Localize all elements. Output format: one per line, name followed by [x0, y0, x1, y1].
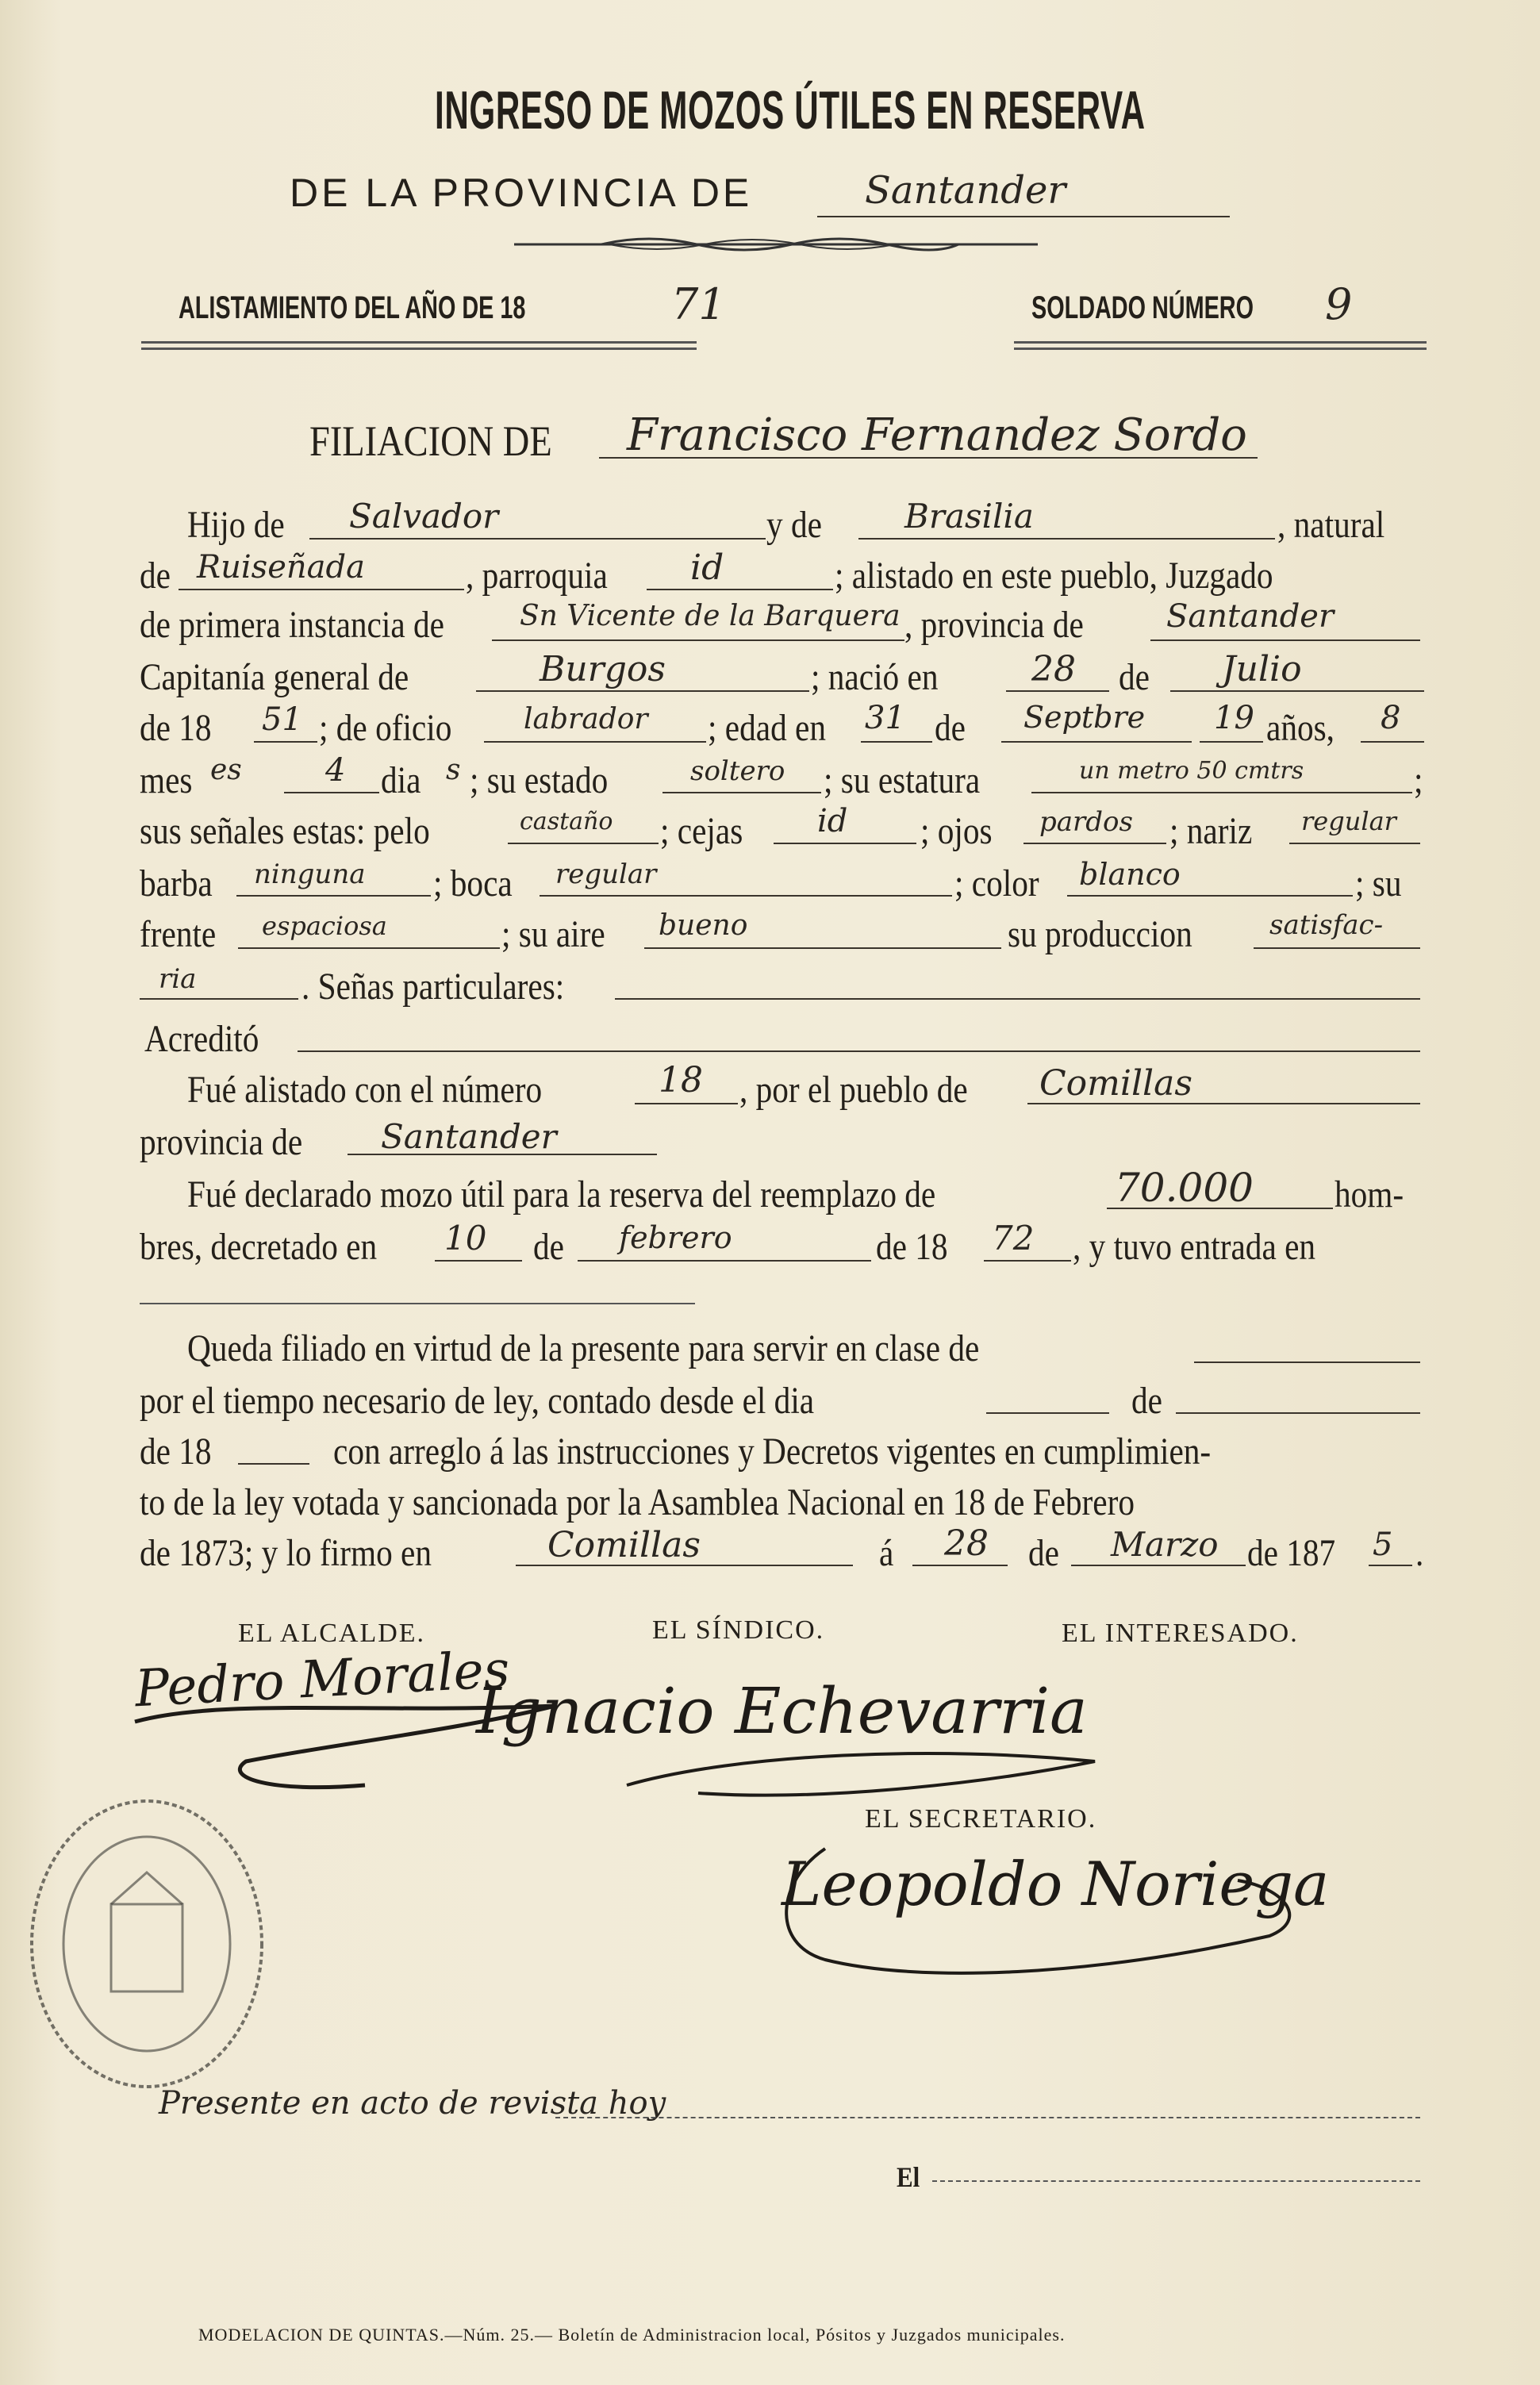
clase-line — [1194, 1361, 1420, 1363]
sindico-signature: Ignacio Echevarria — [476, 1674, 1088, 1748]
filiacion-value: Francisco Fernandez Sordo — [627, 409, 1247, 461]
color-value: blanco — [1079, 857, 1181, 892]
senas-line — [615, 998, 1420, 1000]
filiacion-label: FILIACION DE — [309, 417, 552, 465]
produccion-value: satisfac- — [1269, 909, 1384, 941]
age-de-label: de — [935, 707, 966, 749]
alistado-numero-label: Fué alistado con el número — [187, 1069, 543, 1111]
brows-line — [774, 843, 916, 844]
barba-label: barba — [140, 862, 213, 904]
decree-year-label: de 18 — [876, 1226, 948, 1268]
pelo-label: sus señales estas: pelo — [140, 810, 430, 852]
dia-label: dia — [381, 759, 421, 801]
decretado-label: bres, decretado en — [140, 1226, 378, 1268]
height-value: un metro 50 cmtrs — [1079, 757, 1304, 785]
estatura-semicolon: ; — [1414, 759, 1423, 801]
air-value: bueno — [659, 909, 748, 942]
queda-year-line — [238, 1463, 309, 1465]
footer-text: MODELACION DE QUINTAS.—Núm. 25.— Boletín de Administracion local, Pósitos y Juzgados municipales. — [198, 2325, 1066, 2345]
produccion-line — [1254, 947, 1420, 949]
sign-year-label: de 187 — [1247, 1532, 1336, 1574]
town-value: Comillas — [1039, 1063, 1192, 1104]
soldier-underline — [1014, 341, 1427, 344]
province2-line — [348, 1154, 657, 1155]
mouth-line — [540, 895, 952, 897]
decree-year: 72 — [992, 1219, 1035, 1258]
court-value: Sn Vicente de la Barquera — [520, 600, 901, 632]
age-years: 19 — [1214, 700, 1254, 736]
firmo-label: de 1873; y lo firmo en — [140, 1532, 432, 1574]
parish-line — [647, 589, 833, 590]
capitania-label: Capitanía general de — [140, 656, 409, 698]
produccion-cont: ria — [159, 963, 197, 995]
mes-suffix: es — [210, 754, 242, 786]
el-line — [932, 2180, 1420, 2182]
age-months: 8 — [1381, 700, 1401, 736]
capitania-value: Burgos — [540, 649, 666, 689]
mother-name: Brasilia — [904, 497, 1034, 536]
parish-value: id — [690, 547, 724, 588]
form-title: INGRESO DE MOZOS ÚTILES EN RESERVA — [435, 80, 1146, 140]
produccion-cont-line — [140, 998, 298, 1000]
eyes-line — [1023, 843, 1166, 844]
sign-a-label: á — [879, 1532, 894, 1574]
mouth-value: regular — [555, 858, 657, 890]
province-prefix: DE LA PROVINCIA DE — [290, 171, 753, 215]
ojos-label: ; ojos — [920, 810, 993, 852]
secretario-signature: Leopoldo Noriega — [782, 1849, 1330, 1919]
sign-place: Comillas — [547, 1525, 701, 1565]
province-field-line — [1150, 639, 1420, 641]
province2-value: Santander — [381, 1117, 557, 1156]
reemplazo-value: 70.000 — [1115, 1165, 1254, 1211]
provincia-label: , provincia de — [904, 604, 1084, 646]
queda-text-4: to de la ley votada y sancionada por la Asamblea Nacional en 18 de Febrero — [140, 1481, 1135, 1523]
aire-label: ; su aire — [501, 913, 605, 955]
reemplazo-line — [1107, 1208, 1333, 1209]
soldier-value: 9 — [1325, 279, 1353, 329]
declarado-text: Fué declarado mozo útil para la reserva del reemplazo de — [187, 1173, 936, 1216]
pueblo-label: , por el pueblo de — [739, 1069, 968, 1111]
age-day: 31 — [865, 700, 905, 736]
occupation: labrador — [524, 703, 648, 735]
eyes-value: pardos — [1039, 806, 1133, 838]
enlistment-number-line — [635, 1103, 738, 1104]
anos-label: años, — [1266, 707, 1335, 749]
sign-day-line — [912, 1565, 1008, 1566]
father-name: Salvador — [349, 497, 499, 536]
sign-day: 28 — [944, 1523, 989, 1564]
sign-month-line — [1071, 1565, 1246, 1566]
birth-year: 51 — [262, 701, 302, 738]
edad-label: ; edad en — [708, 707, 826, 749]
presente-text: Presente en acto de revista hoy — [159, 2085, 666, 2122]
province-line — [817, 216, 1230, 217]
de-label: de — [140, 555, 171, 597]
entrada-label: , y tuvo entrada en — [1073, 1226, 1316, 1268]
nose-line — [1289, 843, 1420, 844]
el-label: El — [897, 2161, 920, 2193]
enlistment-number: 18 — [659, 1060, 703, 1100]
decree-de-label: de — [533, 1226, 564, 1268]
birth-month-line — [1170, 690, 1424, 692]
estado-label: ; su estado — [470, 759, 609, 801]
decree-year-line — [984, 1260, 1071, 1262]
birth-day: 28 — [1031, 649, 1076, 689]
dia-month-line — [1176, 1412, 1420, 1414]
filiacion-line — [599, 457, 1258, 459]
occupation-line — [484, 741, 706, 743]
age-month-line — [1001, 741, 1192, 743]
age-days-line — [284, 792, 379, 793]
year-label: ALISTAMIENTO DEL AÑO DE 18 — [179, 290, 526, 325]
hair-line — [508, 843, 659, 844]
cejas-label: ; cejas — [660, 810, 743, 852]
decree-day-line — [435, 1260, 522, 1262]
birth-day-line — [1006, 690, 1109, 692]
marital-status: soltero — [690, 755, 785, 787]
nacio-label: ; nació en — [811, 656, 939, 698]
age-months-line — [1361, 741, 1424, 743]
oficio-label: ; de oficio — [319, 707, 452, 749]
color-line — [1067, 895, 1353, 897]
father-line — [309, 538, 766, 540]
brows-value: id — [817, 803, 848, 839]
su-label: ; su — [1355, 862, 1402, 904]
queda-year-label: de 18 — [140, 1431, 212, 1473]
alistado-text: ; alistado en este pueblo, Juzgado — [835, 555, 1273, 597]
sign-year: 5 — [1373, 1527, 1393, 1563]
forehead-line — [238, 947, 500, 949]
y-de-label: y de — [766, 504, 822, 546]
queda-de: de — [1131, 1380, 1162, 1422]
hair-value: castaño — [520, 808, 613, 835]
acredito-line — [298, 1050, 1420, 1052]
de-month-label: de — [1119, 656, 1150, 698]
birth-year-line — [254, 741, 317, 743]
air-line — [644, 947, 1001, 949]
sign-de-label: de — [1028, 1532, 1059, 1574]
capitania-line — [476, 690, 809, 692]
town-line — [1027, 1103, 1420, 1104]
birth-year-label: de 18 — [140, 707, 212, 749]
age-day-line — [861, 741, 932, 743]
secretario-flourish — [762, 1817, 1333, 1991]
hom-label: hom- — [1335, 1173, 1404, 1216]
decree-day: 10 — [444, 1219, 487, 1258]
marital-line — [662, 792, 821, 793]
boca-label: ; boca — [433, 862, 513, 904]
sindico-flourish — [619, 1738, 1111, 1809]
queda-text-1: Queda filiado en virtud de la presente para servir en clase de — [187, 1327, 980, 1369]
forehead-value: espaciosa — [262, 911, 387, 941]
decree-month: febrero — [619, 1220, 732, 1255]
decree-month-line — [578, 1260, 871, 1262]
beard-value: ninguna — [254, 858, 366, 890]
height-line — [1031, 792, 1412, 793]
secretario-label: EL SECRETARIO. — [865, 1804, 1097, 1834]
parroquia-label: , parroquia — [466, 555, 608, 597]
frente-label: frente — [140, 913, 217, 955]
nose-value: regular — [1301, 806, 1396, 836]
birthplace-line — [179, 589, 464, 590]
province-value: Santander — [865, 168, 1066, 213]
age-days: 4 — [325, 752, 346, 789]
municipal-seal — [16, 1785, 278, 2103]
presente-line — [555, 2117, 1420, 2118]
year-underline — [141, 341, 697, 344]
nariz-label: ; nariz — [1169, 810, 1253, 852]
year-underline-2 — [141, 348, 697, 350]
year-value: 71 — [671, 279, 726, 329]
sign-year-line — [1369, 1565, 1412, 1566]
sindico-label: EL SÍNDICO. — [652, 1615, 825, 1645]
queda-text-2: por el tiempo necesario de ley, contado desde el dia — [140, 1380, 815, 1422]
birth-month: Julio — [1222, 649, 1302, 689]
province-field: Santander — [1166, 598, 1335, 635]
dia-suffix: s — [446, 754, 461, 786]
soldier-label: SOLDADO NÚMERO — [1031, 290, 1254, 325]
juzgado-label: de primera instancia de — [140, 604, 444, 646]
beard-line — [236, 895, 431, 897]
hijo-label: Hijo de — [187, 504, 285, 546]
senas-label: . Señas particulares: — [301, 966, 565, 1008]
sign-period: . — [1415, 1532, 1424, 1574]
queda-text-3: con arreglo á las instrucciones y Decretos vigentes en cumplimien- — [333, 1431, 1212, 1473]
interesado-label: EL INTERESADO. — [1062, 1619, 1299, 1648]
acredito-label: Acreditó — [144, 1018, 259, 1060]
ornament-divider — [514, 235, 1038, 254]
section-divider — [140, 1303, 695, 1304]
sign-place-line — [516, 1565, 853, 1566]
alcalde-signature: Pedro Morales — [133, 1640, 512, 1719]
court-line — [492, 639, 904, 641]
sign-month: Marzo — [1111, 1525, 1219, 1564]
age-month: Septbre — [1023, 700, 1146, 735]
natural-label: , natural — [1277, 504, 1385, 546]
produccion-label: su produccion — [1008, 913, 1192, 955]
soldier-underline-2 — [1014, 348, 1427, 350]
color-label: ; color — [954, 862, 1039, 904]
mother-line — [858, 538, 1275, 540]
age-years-line — [1200, 741, 1263, 743]
provincia2-label: provincia de — [140, 1121, 303, 1163]
estatura-label: ; su estatura — [824, 759, 981, 801]
mes-label: mes — [140, 759, 193, 801]
birthplace: Ruiseñada — [197, 549, 365, 586]
dia-line — [986, 1412, 1109, 1414]
alcalde-label: EL ALCALDE. — [238, 1619, 426, 1648]
